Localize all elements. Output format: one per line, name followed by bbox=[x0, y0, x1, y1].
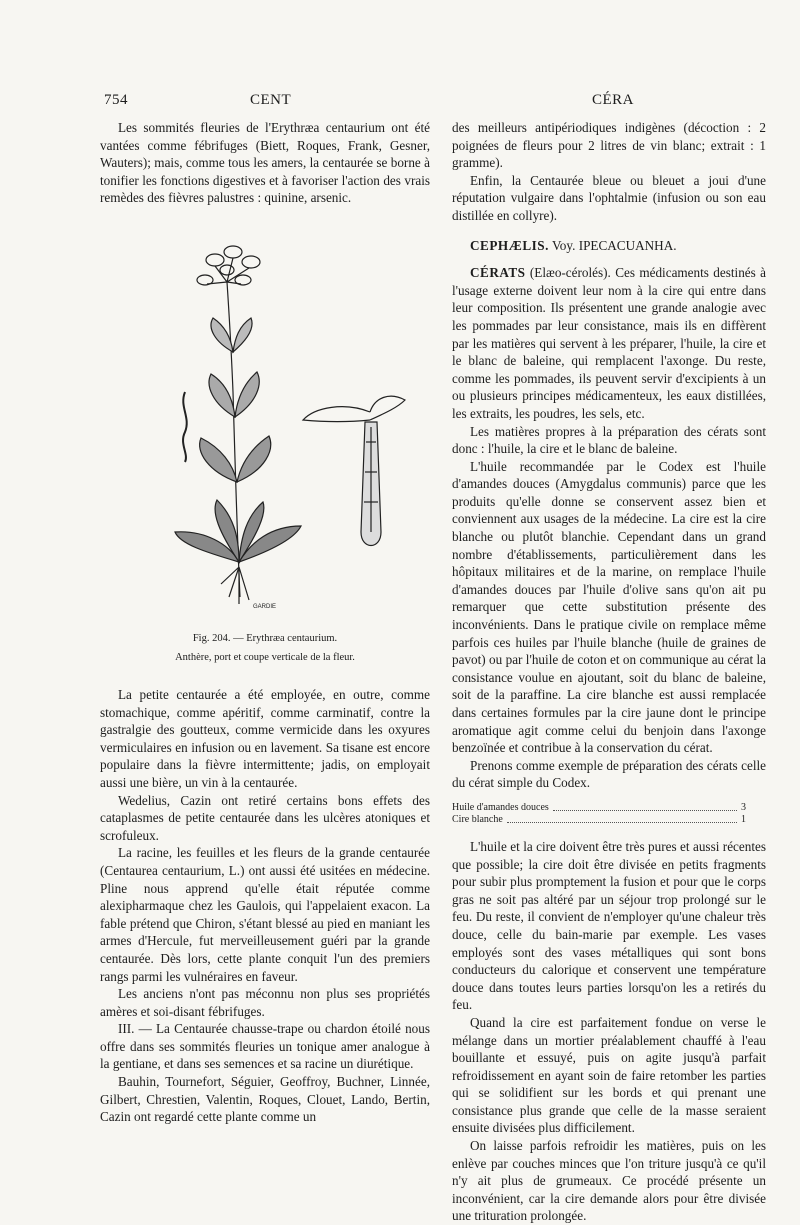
paragraph: Quand la cire est parfaitement fondue on verse le mélange dans un mortier préalablement chauffé à l'eau bouillante et essuyé, puis on agite jusqu'à parfait refroidissement en ayant soin de faire retomber les parties qui se solidifient sur les bords et qui prenant une consistance plus grande que celle de la masse seraient ensuite divisées plus difficilement. bbox=[452, 1014, 766, 1136]
basal-rosette bbox=[175, 500, 301, 562]
ingredient-qty: 3 bbox=[741, 801, 746, 813]
left-column-bottom bbox=[100, 686, 430, 1126]
paragraph: des meilleurs antipériodiques indigènes (décoction : 2 poignées de fleurs pour 2 litres de vin blanc; extrait : 1 gramme). bbox=[452, 120, 766, 171]
paragraph: La racine, les feuilles et les fleurs de la grande centaurée (Centaurea centaurium, L.) ont aussi été usitées en médecine. Pline nous apprend qu'elle était réputée comme alexipharmaque chez les Gaulois, qui l'appelaient exacon. La fable prétend que Chiron, s'étant blessé au pied en maniant les armes d'Hercule, fut merveilleusement guéri par la grande centaurée. Dès lors, cette plante conquit l'un des premiers rangs parmi les vulnéraires en faveur. bbox=[100, 845, 430, 984]
paragraph: On laisse parfois refroidir les matières, puis on les enlève par couches minces que l'on triture jusqu'à ce qu'il n'y ait plus de grumeaux. Ce procédé présente un inconvénient, car la cire demande alors pour être divisée une trituration prolongée. bbox=[452, 1138, 766, 1224]
leader-dots bbox=[507, 814, 737, 823]
left-column-top bbox=[100, 119, 430, 207]
formula-row bbox=[452, 814, 766, 826]
paragraph: Prenons comme exemple de préparation des cérats celle du cérat simple du Codex. bbox=[452, 757, 766, 791]
entry-headword: CÉRATS bbox=[470, 265, 526, 281]
paragraph: Enfin, la Centaurée bleue ou bleuet a joui d'une réputation vulgaire dans l'ophtalmie (infusion ou son eau distillée en collyre). bbox=[452, 172, 766, 223]
paragraph: L'huile recommandée par le Codex est l'huile d'amandes douces (Amygdalus communis) parce que les produits qu'elle donne se conservent assez bien et conviennent aux usages de la médecine. La cire est la cire blanche ou plutôt blanchie. Cependant dans un grand nombre d'établissements, particulièrement dans les hôpitaux militaires et de la marine, on remplace l'huile d'amandes douces par l'huile d'olive sans qu'on ait pu remarquer que cette substitution présente des inconvénients. Dans le pratique civile on remplace même parfois ces huiles par l'huile blanche (huile de graines de pavot) ou par l'huile de coton et on communique au cérat la consistance voulue en ajoutant, soit du blanc de baleine, soit de la paraffine. La cire blanche est aussi remplacée dans certaines formules par la cire jaune dont le principe aromatique agit comme celui du benjoin dans l'axonge benzoïnée et contribue à la conservation du cérat. bbox=[452, 458, 766, 756]
entry-text: (Elæo-cérolés). Ces médicaments destinés à l'usage externe doivent leur nom à la cire qui entre dans leur composition. Ils présentent une grande analogie avec les pommades par leur consistance, mais ils en diffèrent par les matières qui servent à les préparer, l'huile, la cire et le blanc de baleine, qui remplacent l'axonge. Du reste, comme les pommades, ils peuvent servir d'excipients à un ou plusieurs principes médicamenteux, les eaux distillées, les extraits, les poudres, les sels, etc. bbox=[452, 265, 766, 421]
ingredient-name: Cire blanche bbox=[452, 813, 503, 825]
engraver-signature: GARDIE bbox=[253, 604, 277, 610]
running-head-right: CÉRA bbox=[592, 92, 635, 108]
entry-cerats bbox=[452, 264, 766, 422]
paragraph: La petite centaurée a été employée, en outre, comme stomachique, comme apéritif, comme carminatif, contre la gastralgie des goutteux, comme vermicide dans les oxyures vermiculaires en infusion ou en lavement. Sa tisane est encore populaire dans la fièvre intermittente; jadis, on employait aussi une bière, un vin à la centaurée. bbox=[100, 687, 430, 790]
entry-cephaelis bbox=[452, 237, 766, 255]
leader-dots bbox=[553, 802, 737, 811]
figure-erythraea-illustration bbox=[165, 232, 445, 612]
right-column bbox=[452, 119, 766, 1225]
paragraph: Les sommités fleuries de l'Erythræa centaurium ont été vantées comme fébrifuges (Biett, Roques, Frank, Gesner, Wauters); mais, comme tous les amers, la centaurée se borne à tonifier les fonctions digestives et à favoriser l'action des vrais remèdes des fièvres palustres : quinine, arsenic. bbox=[100, 120, 430, 206]
ingredient-qty: 1 bbox=[741, 813, 746, 825]
formula-table bbox=[452, 802, 766, 826]
paragraph: Wedelius, Cazin ont retiré certains bons effets des cataplasmes de petite centaurée dans les ulcères atoniques et scrofuleux. bbox=[100, 792, 430, 843]
formula-row bbox=[452, 802, 766, 814]
ingredient-name: Huile d'amandes douces bbox=[452, 801, 549, 813]
flower-section bbox=[303, 396, 405, 545]
anther-detail bbox=[183, 392, 187, 462]
paragraph: III. — La Centaurée chausse-trape ou chardon étoilé nous offre dans ses sommités fleuries un tonique amer analogue à la gentiane, et dans ses semences et sa racine un diurétique. bbox=[100, 1021, 430, 1072]
flower-cluster bbox=[197, 246, 260, 285]
page-number: 754 bbox=[104, 92, 128, 108]
paragraph: L'huile et la cire doivent être très pures et aussi récentes que possible; la cire doit être divisée en petits fragments pour subir plus promptement la fusion et pour que le corps gras ne soit pas altéré par un séjour trop prolongé sur le feu. Du reste, il convient de n'employer qu'une chaleur très douce, celle du bain-marie par exemple. Les vases employés sont des vases métalliques qui sont bons conducteurs du calorique et conservent une température douce dans toutes leurs parties lorsqu'on les a retirés du feu. bbox=[452, 838, 766, 1013]
cross-reference: Voy. IPECACUANHA. bbox=[551, 237, 677, 253]
paragraph: Bauhin, Tournefort, Séguier, Geoffroy, Buchner, Linnée, Gilbert, Chrestien, Valentin, Roques, Clouet, Lando, Bertin, Cazin ont regardé cette plante comme un bbox=[100, 1074, 430, 1125]
paragraph: Les anciens n'ont pas méconnu non plus ses propriétés amères et soi-disant fébrifuges. bbox=[100, 986, 430, 1019]
running-head-left: CENT bbox=[250, 92, 292, 108]
roots bbox=[221, 567, 249, 604]
plant-engraving bbox=[165, 232, 445, 612]
figure-caption: Fig. 204. — Erythræa centaurium. bbox=[192, 633, 338, 644]
paragraph: Les matières propres à la préparation des cérats sont donc : l'huile, la cire et le blanc de baleine. bbox=[452, 423, 766, 457]
figure-caption-detail: Anthère, port et coupe verticale de la fleur. bbox=[175, 652, 355, 663]
entry-headword: CEPHÆLIS. bbox=[470, 237, 549, 253]
